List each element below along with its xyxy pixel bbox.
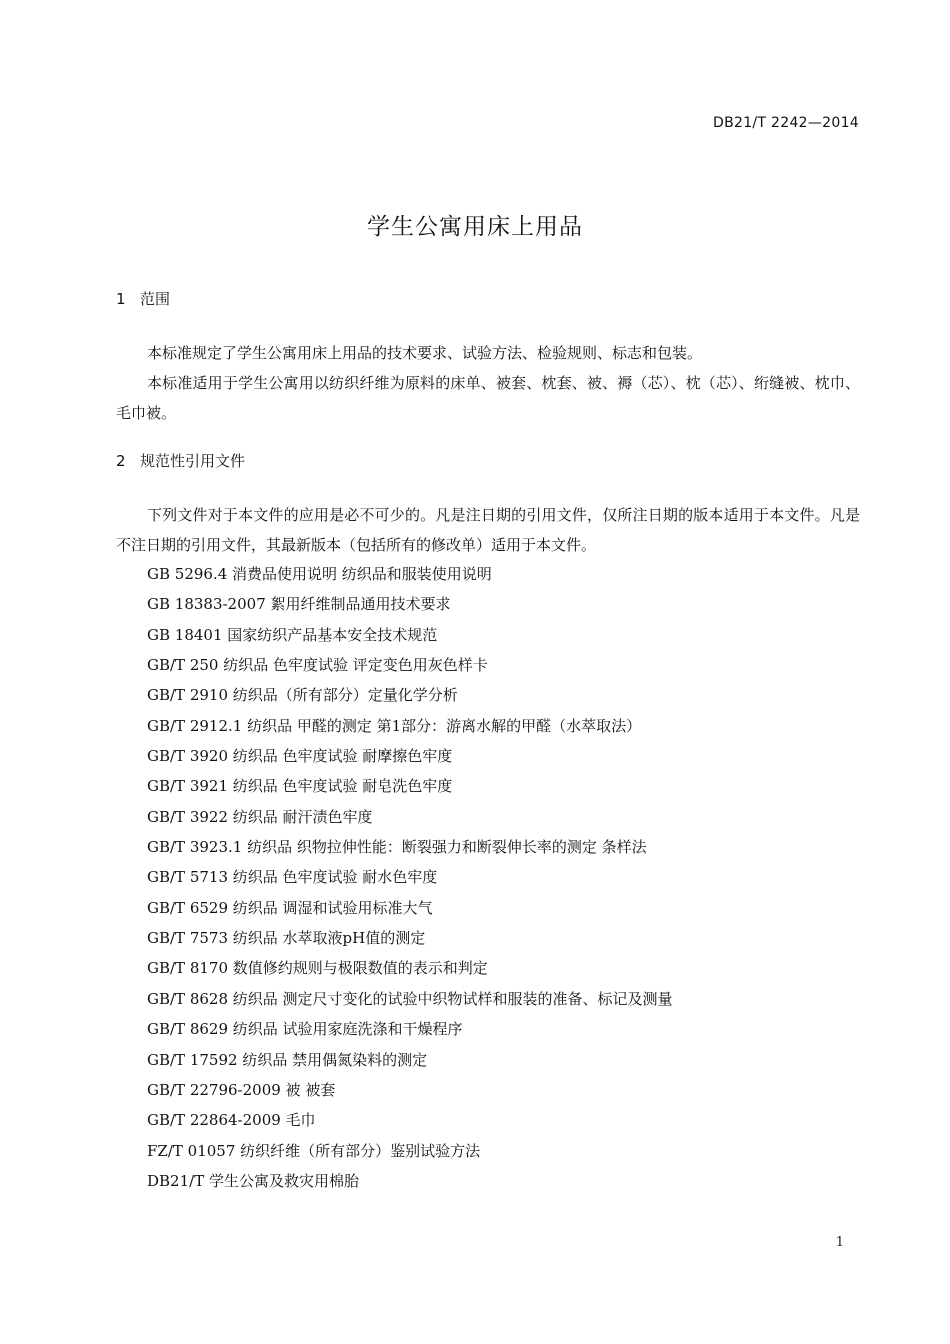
reference-item: GB/T 22796-2009 被 被套 bbox=[147, 1080, 336, 1099]
section-title: 范围 bbox=[140, 290, 171, 308]
reference-item: GB 5296.4 消费品使用说明 纺织品和服装使用说明 bbox=[147, 565, 492, 583]
section-heading-scope bbox=[116, 288, 170, 309]
page-number: 1 bbox=[835, 1235, 844, 1250]
reference-item: GB/T 7573 纺织品 水萃取液pH值的测定 bbox=[147, 929, 426, 948]
scope-paragraph-2: 本标准适用于学生公寓用以纺织纤维为原料的床单、被套、枕套、被、褥（芯）、枕（芯）、绗缝被、枕巾、毛巾被。 bbox=[116, 374, 860, 422]
reference-list bbox=[147, 559, 860, 1196]
reference-item: GB/T 2910 纺织品（所有部分）定量化学分析 bbox=[147, 686, 458, 705]
section-number: 2 bbox=[116, 452, 126, 470]
reference-item: GB/T 22864-2009 毛巾 bbox=[147, 1111, 316, 1130]
reference-item: GB/T 2912.1 纺织品 甲醛的测定 第1部分：游离水解的甲醛（水萃取法） bbox=[147, 716, 642, 735]
scope-paragraph-1: 本标准规定了学生公寓用床上用品的技术要求、试验方法、检验规则、标志和包装。 bbox=[147, 344, 703, 362]
reference-item: GB/T 17592 纺织品 禁用偶氮染料的测定 bbox=[147, 1050, 428, 1069]
reference-item: GB/T 3923.1 纺织品 织物拉伸性能：断裂强力和断裂伸长率的测定 条样法 bbox=[147, 838, 647, 857]
reference-item: FZ/T 01057 纺织纤维（所有部分）鉴别试验方法 bbox=[147, 1141, 481, 1160]
reference-item: GB/T 5713 纺织品 色牢度试验 耐水色牢度 bbox=[147, 868, 438, 887]
reference-item: GB/T 3922 纺织品 耐汗渍色牢度 bbox=[147, 807, 373, 826]
reference-item: GB/T 8628 纺织品 测定尺寸变化的试验中织物试样和服装的准备、标记及测量 bbox=[147, 989, 673, 1008]
reference-item: GB/T 3920 纺织品 色牢度试验 耐摩擦色牢度 bbox=[147, 747, 453, 766]
reference-item: GB/T 8629 纺织品 试验用家庭洗涤和干燥程序 bbox=[147, 1020, 463, 1039]
standard-code: DB21/T 2242—2014 bbox=[713, 115, 859, 131]
references-intro-paragraph: 下列文件对于本文件的应用是必不可少的。凡是注日期的引用文件，仅所注日期的版本适用于本文件。凡是不注日期的引用文件，其最新版本（包括所有的修改单）适用于本文件。 bbox=[116, 506, 860, 554]
reference-item: GB 18383-2007 絮用纤维制品通用技术要求 bbox=[147, 595, 451, 614]
section-title: 规范性引用文件 bbox=[140, 452, 246, 470]
reference-item: GB 18401 国家纺织产品基本安全技术规范 bbox=[147, 625, 438, 644]
reference-item: GB/T 250 纺织品 色牢度试验 评定变色用灰色样卡 bbox=[147, 656, 488, 675]
reference-item: GB/T 3921 纺织品 色牢度试验 耐皂洗色牢度 bbox=[147, 777, 453, 796]
reference-item: DB21/T 学生公寓及救灾用棉胎 bbox=[147, 1171, 359, 1190]
document-title: 学生公寓用床上用品 bbox=[367, 214, 583, 240]
reference-item: GB/T 8170 数值修约规则与极限数值的表示和判定 bbox=[147, 959, 488, 978]
section-heading-normative-references bbox=[116, 450, 245, 471]
section-number: 1 bbox=[116, 290, 126, 308]
reference-item: GB/T 6529 纺织品 调湿和试验用标准大气 bbox=[147, 898, 433, 917]
